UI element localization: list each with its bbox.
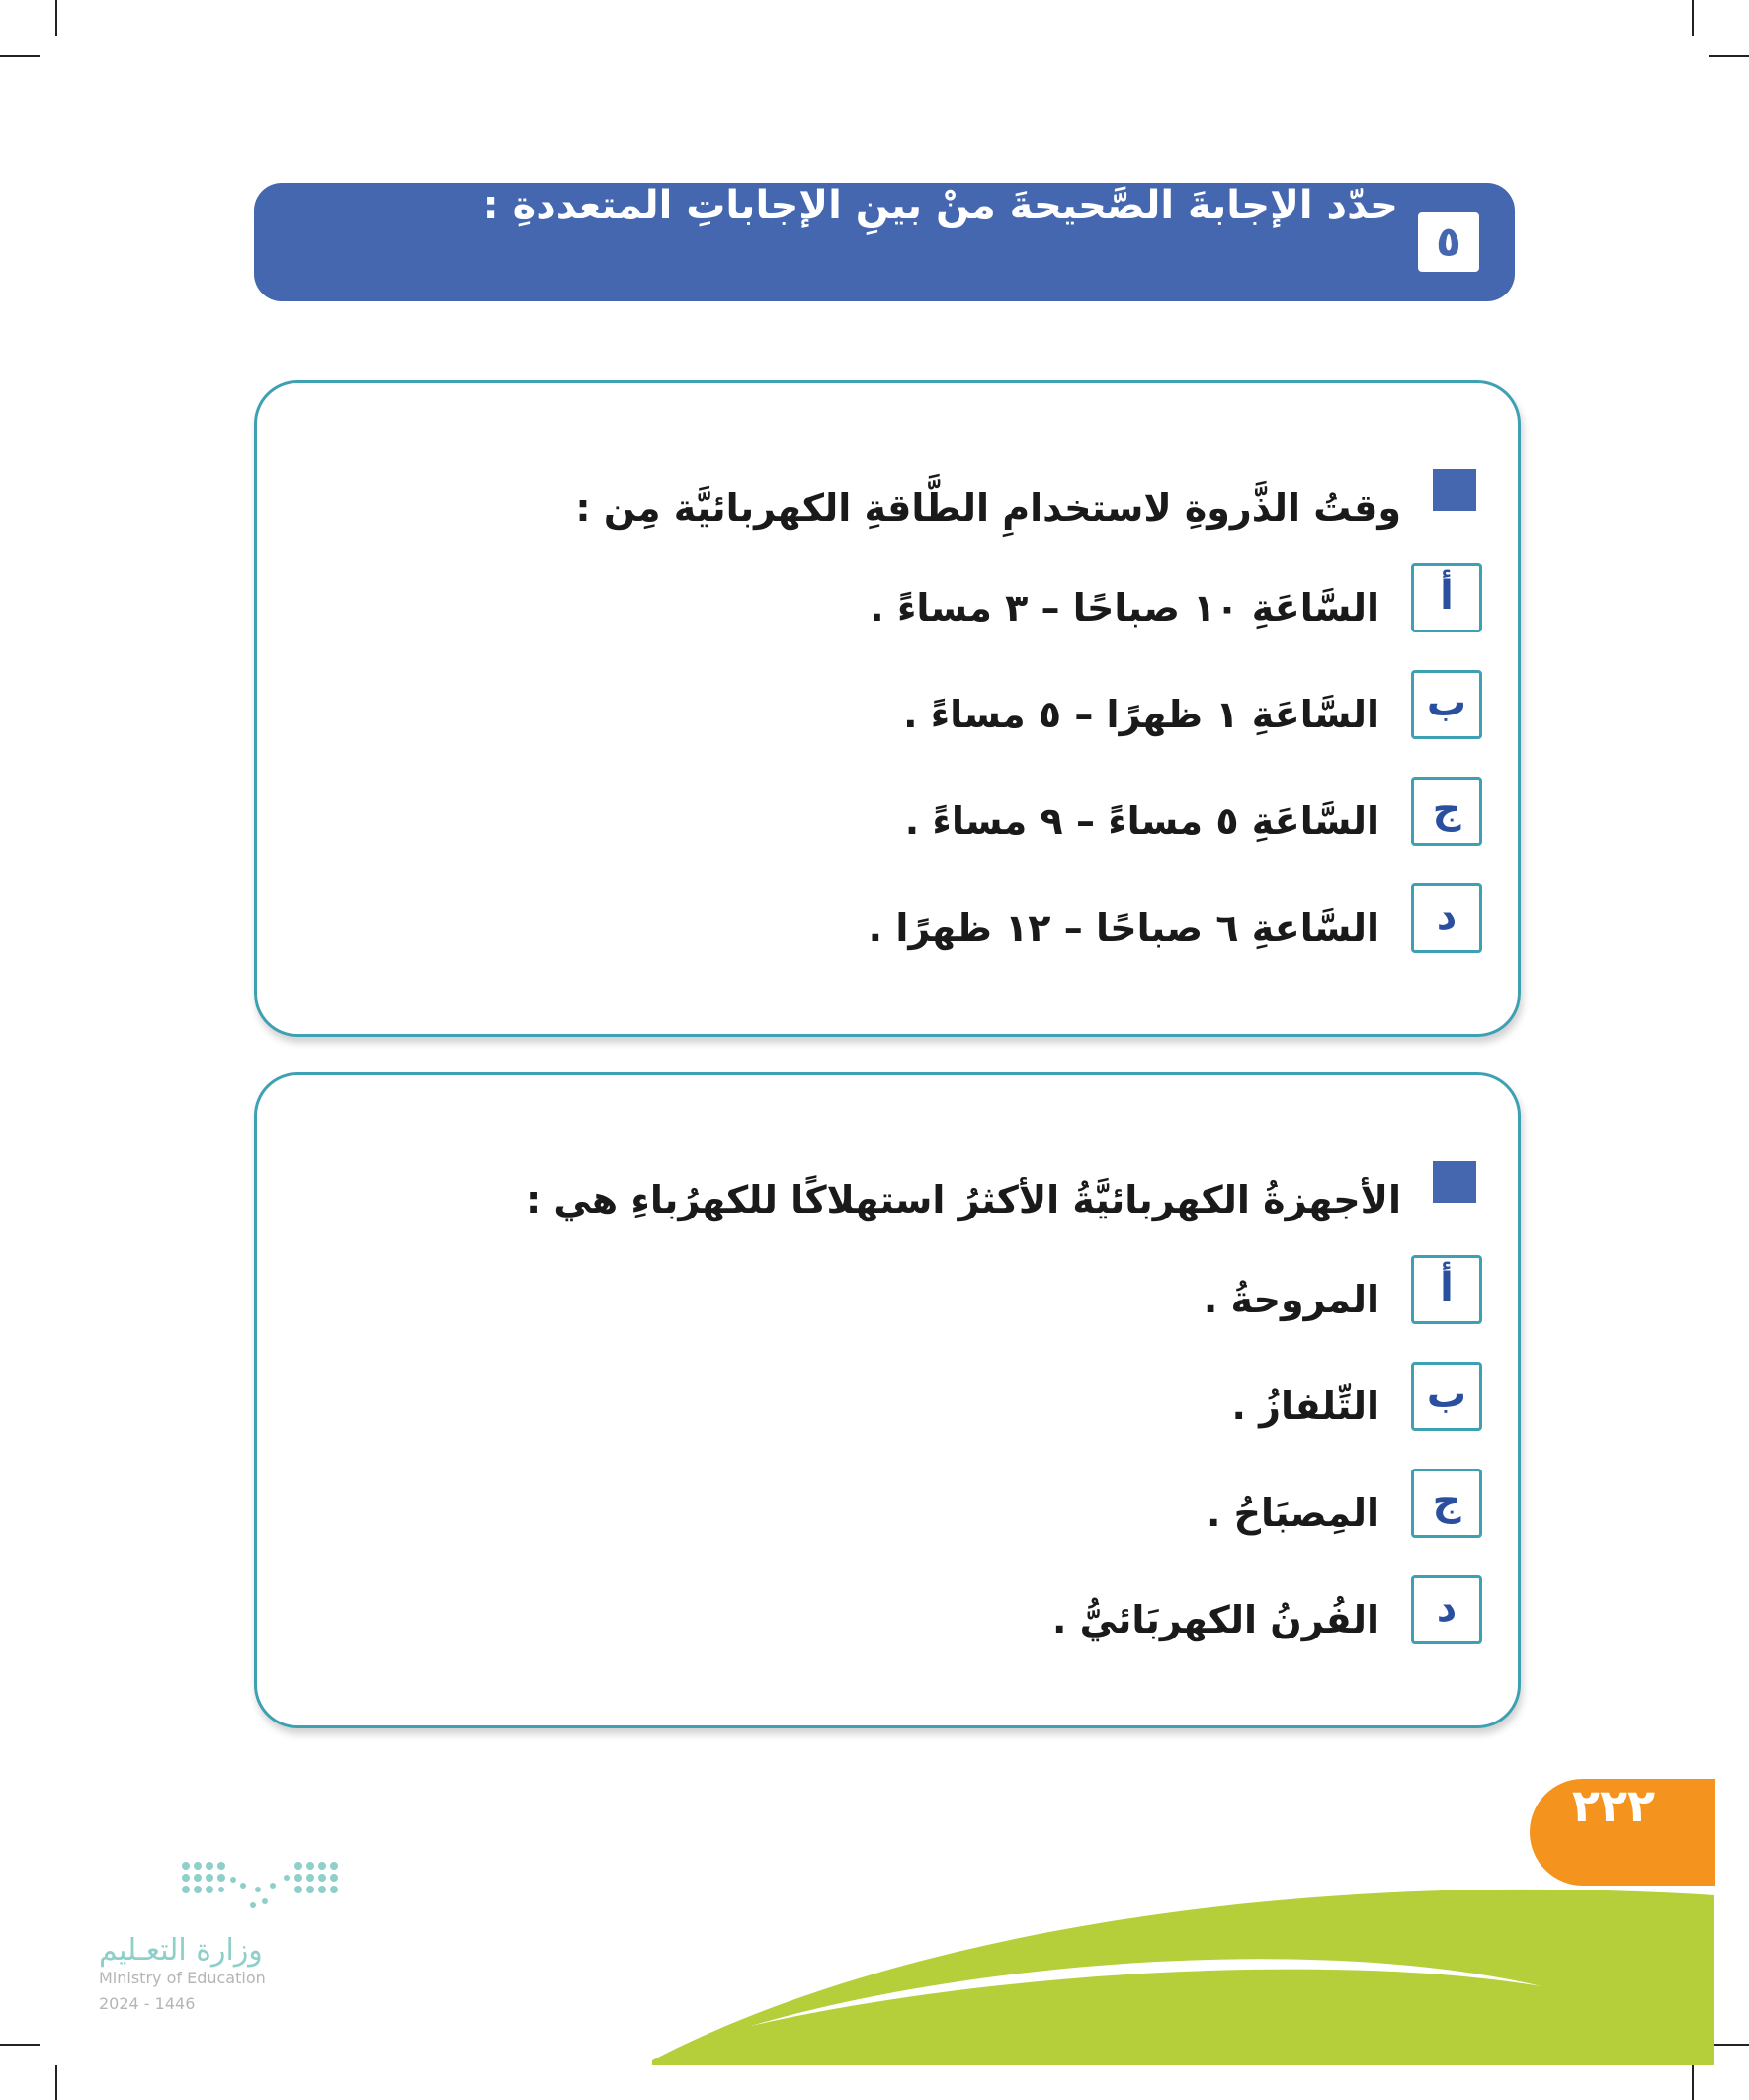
option-letter-b[interactable]: ب: [1411, 670, 1482, 739]
option-letter-d[interactable]: د: [1411, 883, 1482, 953]
question-marker: [1433, 469, 1476, 511]
exercise-header: [254, 183, 1515, 301]
option-text-b[interactable]: السَّاعَةِ ١ ظهرًا – ٥ مساءً .: [903, 693, 1379, 736]
option-text-d[interactable]: السَّاعةِ ٦ صباحًا – ١٢ ظهرًا .: [868, 906, 1379, 950]
page-number: ٢٢٢: [1571, 1779, 1656, 1832]
ministry-name-english: Ministry of Education: [99, 1969, 266, 1987]
option-text-a[interactable]: السَّاعَةِ ١٠ صباحًا – ٣ مساءً .: [870, 586, 1379, 630]
option-letter-a[interactable]: أ: [1411, 1255, 1482, 1324]
question-text: وقتُ الذَّروةِ لاستخدامِ الطَّاقةِ الكهربائيَّة مِن :: [575, 486, 1401, 530]
option-text-b[interactable]: التِّلفازُ .: [1231, 1385, 1379, 1428]
question-marker: [1433, 1161, 1476, 1203]
option-letter-a[interactable]: أ: [1411, 563, 1482, 632]
option-text-d[interactable]: الفُرنُ الكهربَائيُّ .: [1052, 1598, 1379, 1641]
question-box-2: [254, 1072, 1521, 1728]
question-text: الأجهزةُ الكهربائيَّةُ الأكثرُ استهلاكًا للكهرُباءِ هي :: [525, 1178, 1401, 1221]
page-number-tab: [1530, 1779, 1715, 1886]
option-letter-c[interactable]: ج: [1411, 777, 1482, 846]
option-letter-b[interactable]: ب: [1411, 1362, 1482, 1431]
option-text-c[interactable]: المِصبَاحُ .: [1206, 1491, 1379, 1535]
exercise-instruction: حدّد الإجابةَ الصَّحيحةَ منْ بينِ الإجاباتِ المتعددةِ :: [482, 183, 1398, 228]
edition-year: 2024 - 1446: [99, 1994, 196, 2013]
ministry-name-arabic: وزارة التعـليم: [99, 1933, 263, 1968]
exercise-number: ٥: [1418, 212, 1479, 272]
option-text-c[interactable]: السَّاعَةِ ٥ مساءً – ٩ مساءً .: [904, 799, 1379, 843]
crop-mark: [0, 55, 40, 57]
crop-mark: [1692, 0, 1694, 36]
crop-mark: [1709, 55, 1749, 57]
option-letter-d[interactable]: د: [1411, 1575, 1482, 1644]
crop-mark: [55, 0, 57, 36]
option-letter-c[interactable]: ج: [1411, 1469, 1482, 1538]
option-text-a[interactable]: المروحةُ .: [1203, 1278, 1379, 1321]
question-box-1: [254, 380, 1521, 1037]
